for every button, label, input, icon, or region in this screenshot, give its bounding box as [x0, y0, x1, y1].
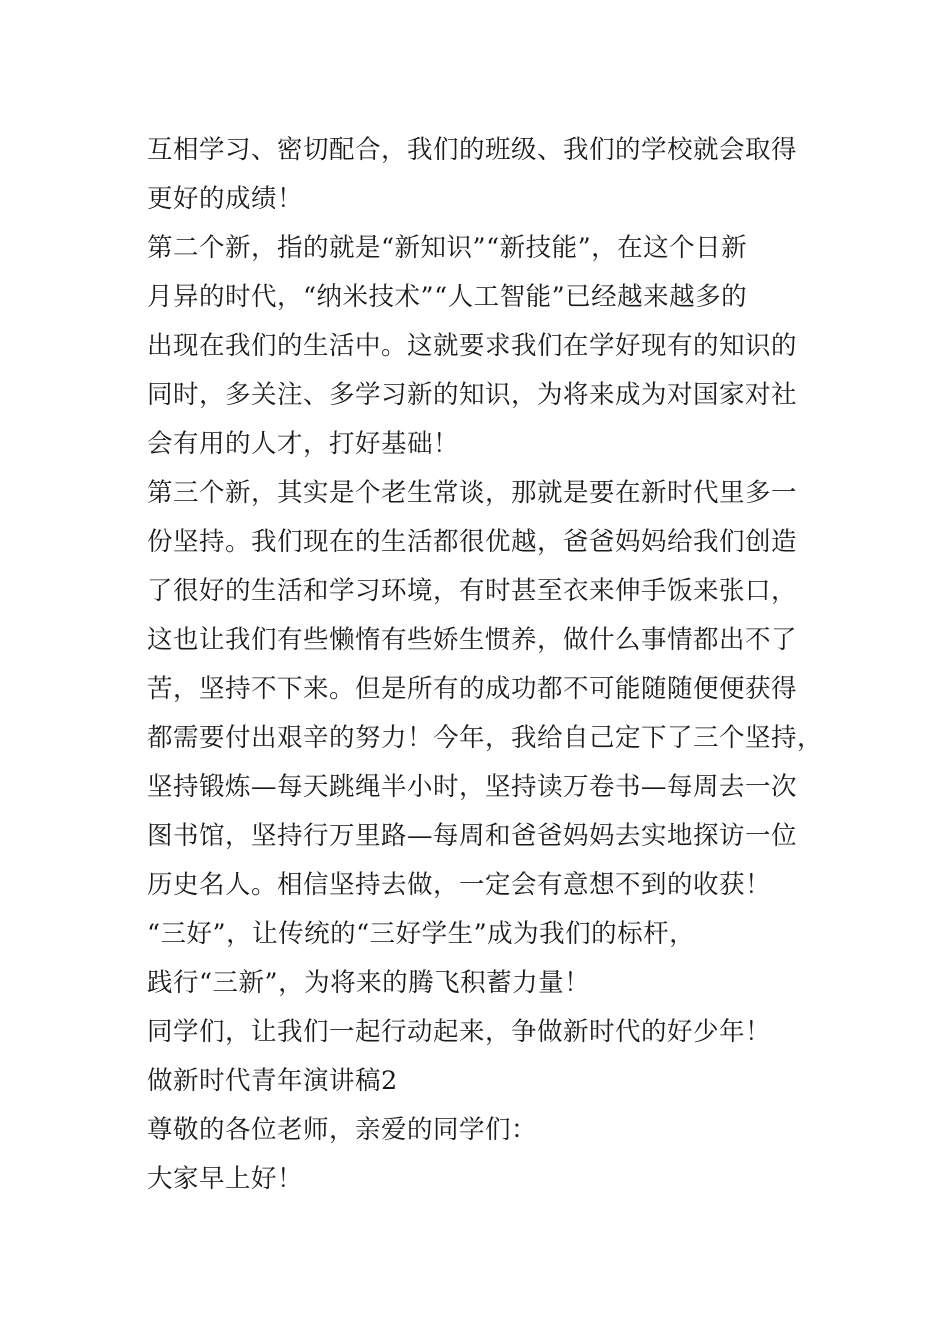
document-body — [147, 126, 824, 1204]
text-line: 第二个新，指的就是“新知识”“新技能”，在这个日新 — [147, 233, 748, 263]
text-line: 了很好的生活和学习环境，有时甚至衣来伸手饭来张口， — [147, 576, 798, 606]
text-line: 第三个新，其实是个老生常谈，那就是要在新时代里多一 — [147, 478, 798, 508]
text-line: 出现在我们的生活中。这就要求我们在学好现有的知识的 — [147, 331, 798, 361]
text-line: 践行“三新”，为将来的腾飞积蓄力量！ — [147, 968, 591, 998]
text-line: 图书馆，坚持行万里路—每周和爸爸妈妈去实地探访一位 — [147, 821, 798, 851]
text-line: 这也让我们有些懒惰有些娇生惯养，做什么事情都出不了 — [147, 625, 798, 655]
section-title: 做新时代青年演讲稿2 — [147, 1066, 398, 1096]
salutation: 尊敬的各位老师，亲爱的同学们： — [147, 1115, 538, 1145]
text-line: 会有用的人才，打好基础！ — [147, 429, 460, 459]
text-line: 更好的成绩！ — [147, 184, 304, 214]
text-line: 月异的时代，“纳米技术”“人工智能”已经越来越多的 — [147, 282, 748, 312]
text-line: “三好”，让传统的“三好学生”成为我们的标杆， — [147, 919, 696, 949]
text-line: 同时，多关注、多学习新的知识，为将来成为对国家对社 — [147, 380, 798, 410]
text-line: 坚持锻炼—每天跳绳半小时，坚持读万卷书—每周去一次 — [147, 772, 798, 802]
text-line: 历史名人。相信坚持去做，一定会有意想不到的收获！ — [147, 870, 772, 900]
text-line: 互相学习、密切配合，我们的班级、我们的学校就会取得 — [147, 135, 798, 165]
text-line: 份坚持。我们现在的生活都很优越，爸爸妈妈给我们创造 — [147, 527, 798, 557]
text-line: 苦，坚持不下来。但是所有的成功都不可能随随便便获得 — [147, 674, 798, 704]
text-line: 同学们，让我们一起行动起来，争做新时代的好少年！ — [147, 1017, 772, 1047]
greeting: 大家早上好！ — [147, 1164, 304, 1194]
text-line: 都需要付出艰辛的努力！今年，我给自己定下了三个坚持， — [147, 723, 824, 753]
